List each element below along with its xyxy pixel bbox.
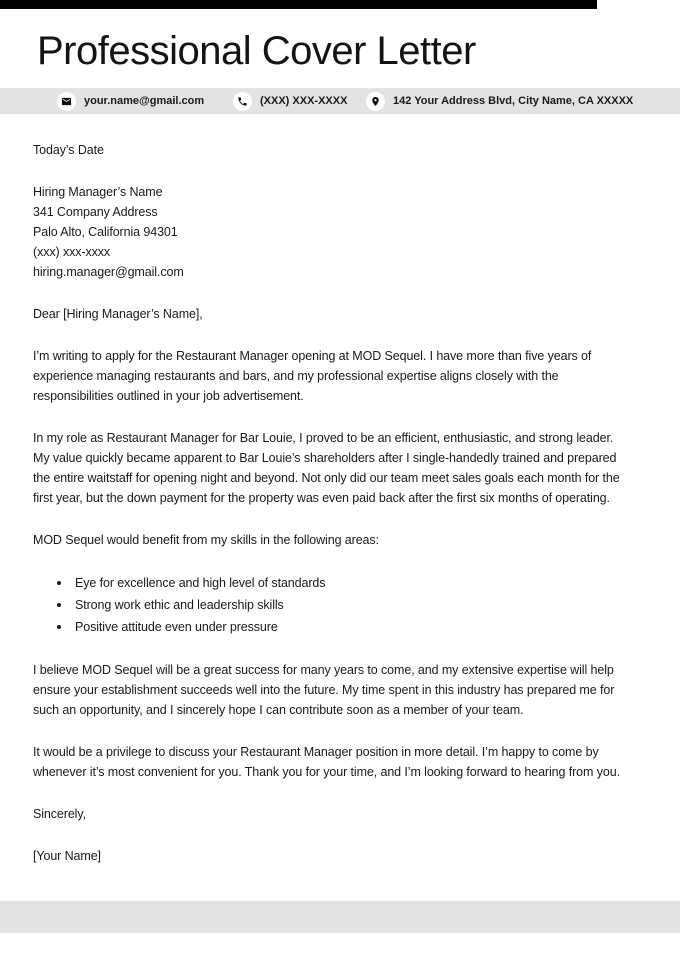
signature-block — [33, 846, 665, 866]
contact-email — [57, 88, 204, 114]
recipient-name: Hiring Manager’s Name — [33, 185, 163, 199]
contact-address — [366, 88, 633, 114]
contact-address-label: 142 Your Address Blvd, City Name, CA XXXXX — [393, 95, 634, 107]
paragraph-line: such an opportunity, and I sincerely hope I can contribute soon as a member of your team. — [33, 703, 524, 717]
paragraph-line: whenever it’s most convenient for you. Thank you for your time, and I’m looking forward to hearing from you. — [33, 765, 620, 779]
paragraph-2 — [33, 428, 665, 508]
top-accent-bar — [0, 0, 597, 9]
email-icon — [57, 92, 76, 111]
page-title: Professional Cover Letter — [37, 29, 476, 73]
salutation: Dear [Hiring Manager’s Name], — [33, 307, 203, 321]
skills-intro: MOD Sequel would benefit from my skills in the following areas: — [33, 533, 379, 547]
recipient-phone: (xxx) xxx-xxxx — [33, 245, 111, 259]
contact-phone — [233, 88, 347, 114]
paragraph-line: the entire waitstaff for opening night and beyond. Not only did our team meet sales goals each month for the — [33, 471, 620, 485]
skill-text: Eye for excellence and high level of standards — [75, 576, 326, 590]
recipient-address: 341 Company Address — [33, 205, 158, 219]
bullet-icon — [57, 581, 61, 585]
paragraph-line: My value quickly became apparent to Bar Louie’s shareholders after I single-handedly trained and prepared — [33, 451, 617, 465]
paragraph-3 — [33, 660, 665, 720]
signoff: Sincerely, — [33, 807, 86, 821]
paragraph-line: It would be a privilege to discuss your Restaurant Manager position in more detail. I’m happy to come by — [33, 745, 599, 759]
paragraph-1 — [33, 346, 665, 406]
signature: [Your Name] — [33, 849, 101, 863]
location-icon — [366, 92, 385, 111]
list-item — [33, 572, 665, 594]
bullet-icon — [57, 603, 61, 607]
phone-icon — [233, 92, 252, 111]
recipient-block — [33, 182, 665, 282]
paragraph-line: first year, but the down payment for the property was even paid back after the first six months of operating. — [33, 491, 610, 505]
recipient-email: hiring.manager@gmail.com — [33, 265, 184, 279]
date-line-block — [33, 140, 665, 160]
contact-email-label: your.name@gmail.com — [84, 95, 205, 107]
paragraph-line: I believe MOD Sequel will be a great success for many years to come, and my extensive expertise will help — [33, 663, 614, 677]
date-line: Today’s Date — [33, 143, 104, 157]
paragraph-line: ensure your establishment succeeds well into the future. My time spent in this industry has prepared me for — [33, 683, 615, 697]
list-item — [33, 616, 665, 638]
paragraph-line: responsibilities outlined in your job advertisement. — [33, 389, 304, 403]
skills-list — [33, 572, 665, 638]
signoff-block — [33, 804, 665, 824]
recipient-city: Palo Alto, California 94301 — [33, 225, 178, 239]
salutation-block — [33, 304, 665, 324]
contact-phone-label: (XXX) XXX-XXXX — [260, 95, 348, 107]
footer-bar — [0, 901, 680, 933]
paragraph-line: I’m writing to apply for the Restaurant Manager opening at MOD Sequel. I have more than five years of — [33, 349, 592, 363]
paragraph-4 — [33, 742, 665, 782]
letter-body — [33, 140, 665, 888]
skill-text: Positive attitude even under pressure — [75, 620, 278, 634]
skill-text: Strong work ethic and leadership skills — [75, 598, 284, 612]
paragraph-line: In my role as Restaurant Manager for Bar Louie, I proved to be an efficient, enthusiastic, and strong leader. — [33, 431, 614, 445]
bullet-icon — [57, 625, 61, 629]
skills-intro-block — [33, 530, 665, 550]
list-item — [33, 594, 665, 616]
contact-bar — [0, 88, 680, 114]
paragraph-line: experience managing restaurants and bars, and my professional expertise aligns closely with the — [33, 369, 559, 383]
